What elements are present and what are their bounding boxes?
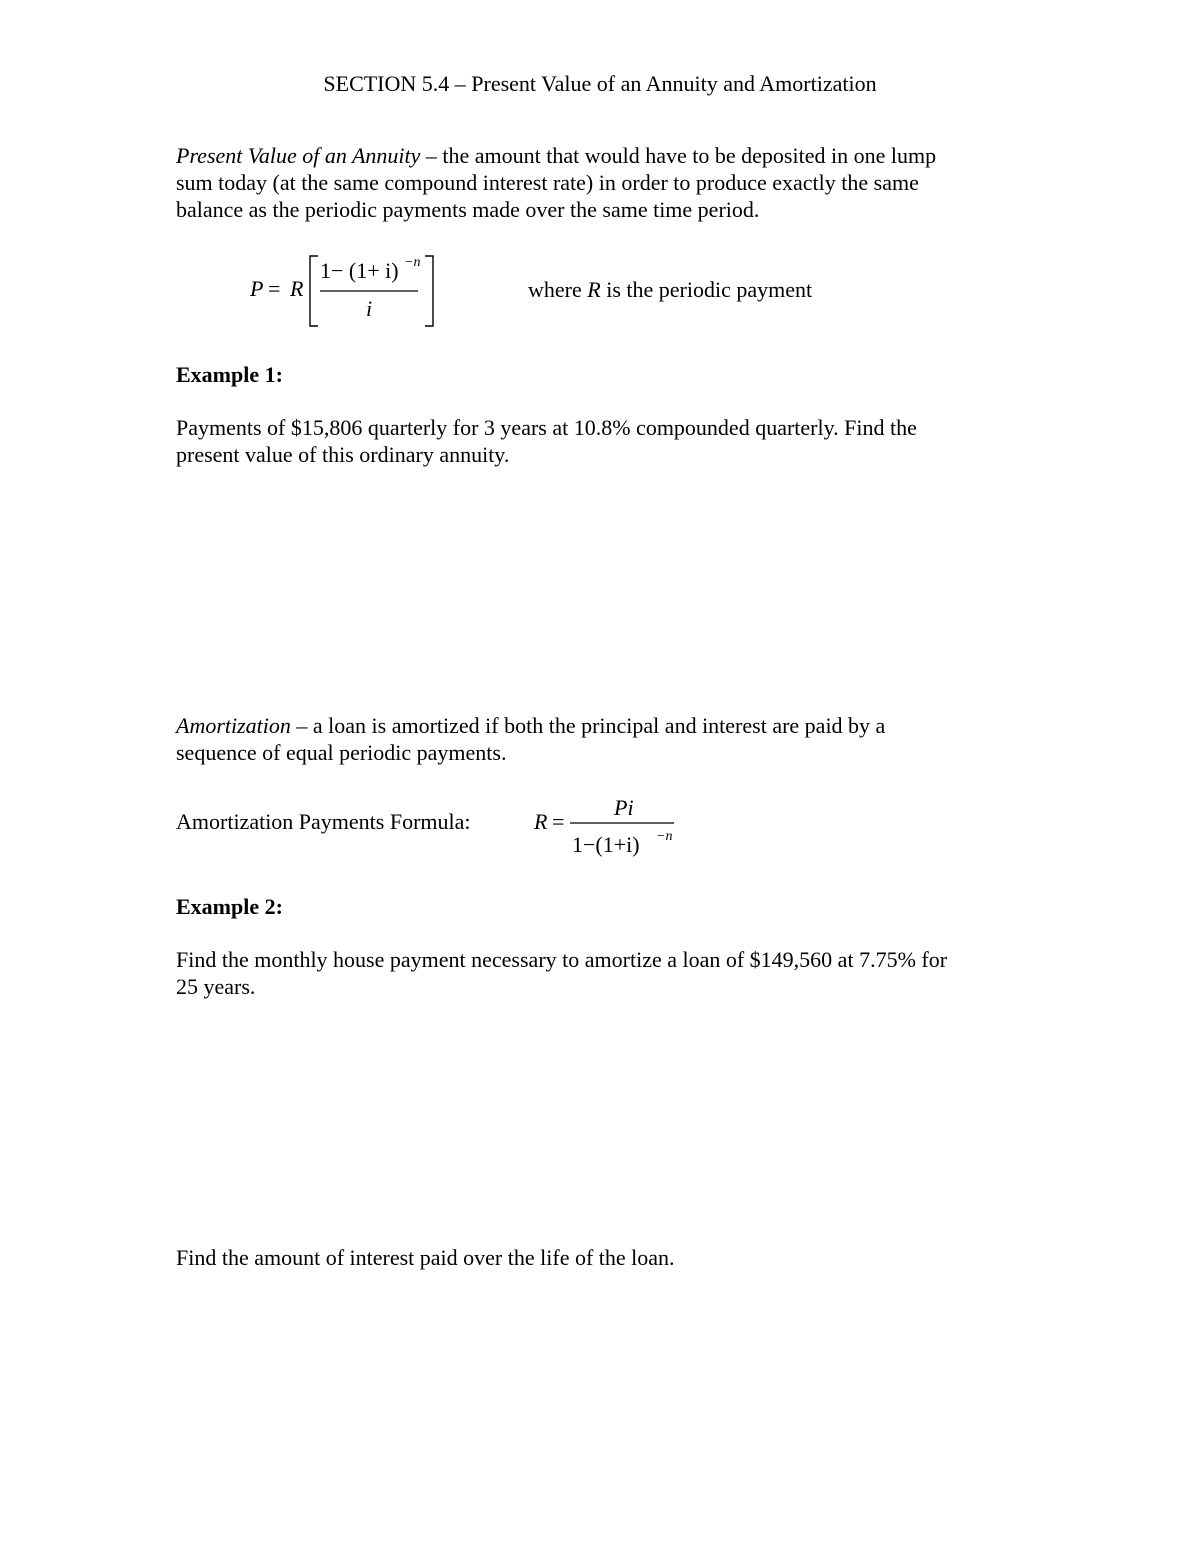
section-title: SECTION 5.4 – Present Value of an Annuity and Amortization bbox=[323, 71, 877, 96]
pv-definition bbox=[176, 142, 1016, 223]
pv-note-suffix: is the periodic payment bbox=[600, 277, 813, 302]
pv-definition-line1 bbox=[176, 142, 1016, 169]
amort-formula-denominator: 1−(1+i) bbox=[572, 832, 640, 857]
pv-formula bbox=[240, 250, 460, 334]
amortization-definition-line1 bbox=[176, 712, 1016, 739]
example2-line1: Find the monthly house payment necessary to amortize a loan of $149,560 at 7.75% for bbox=[176, 947, 948, 972]
example2-heading: Example 2: bbox=[176, 894, 283, 919]
example2-line2: 25 years. bbox=[176, 974, 256, 999]
example1-line1: Payments of $15,806 quarterly for 3 years at 10.8% compounded quarterly. Find the bbox=[176, 415, 917, 440]
pv-text-line1: the amount that would have to be deposited in one lump bbox=[442, 143, 937, 168]
pv-formula-denominator: i bbox=[366, 296, 373, 321]
example2-body bbox=[176, 946, 1016, 1000]
amortization-text-line1: a loan is amortized if both the principal and interest are paid by a bbox=[312, 713, 886, 738]
pv-formula-note bbox=[528, 276, 812, 303]
pv-formula-factor: R bbox=[290, 276, 304, 301]
amortization-text-line2: sequence of equal periodic payments. bbox=[176, 740, 507, 765]
amort-formula-eq: = bbox=[552, 809, 565, 834]
amort-formula-label: Amortization Payments Formula: bbox=[176, 809, 471, 834]
pv-left-bracket bbox=[310, 256, 318, 326]
pv-formula-numerator: 1− (1+ i) bbox=[320, 258, 399, 283]
amort-formula-lhs: R bbox=[534, 809, 548, 834]
example1-heading: Example 1: bbox=[176, 362, 283, 387]
amortization-term: Amortization bbox=[176, 713, 291, 738]
pv-note-var: R bbox=[587, 277, 601, 302]
pv-note-prefix: where bbox=[528, 277, 588, 302]
amortization-dash: – bbox=[290, 713, 313, 738]
amortization-definition bbox=[176, 712, 1016, 766]
example2-followup: Find the amount of interest paid over the life of the loan. bbox=[176, 1245, 675, 1270]
example1-body bbox=[176, 414, 1016, 468]
pv-text-line3: balance as the periodic payments made over the same time period. bbox=[176, 197, 760, 222]
example1-line2: present value of this ordinary annuity. bbox=[176, 442, 510, 467]
pv-dash: – bbox=[420, 143, 443, 168]
pv-formula-exponent: −n bbox=[404, 255, 421, 270]
pv-term: Present Value of an Annuity bbox=[176, 143, 421, 168]
pv-formula-lhs: P bbox=[250, 276, 264, 301]
amort-formula-numerator: Pi bbox=[614, 795, 634, 820]
pv-text-line2: sum today (at the same compound interest rate) in order to produce exactly the same bbox=[176, 170, 919, 195]
amort-formula bbox=[530, 790, 690, 870]
pv-right-bracket bbox=[425, 256, 433, 326]
amort-formula-exponent: −n bbox=[656, 829, 673, 844]
pv-formula-eq: = bbox=[268, 276, 281, 301]
